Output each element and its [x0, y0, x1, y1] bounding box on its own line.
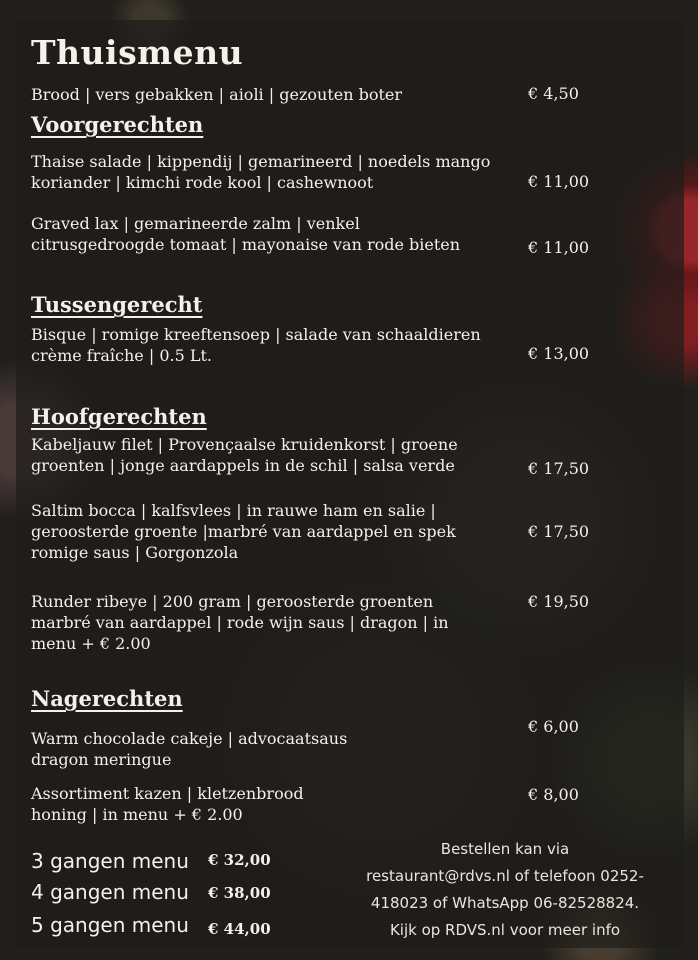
item-line: Bisque | romige kreeftensoep | salade van schaaldieren [31, 325, 481, 344]
item-line: Runder ribeye | 200 gram | geroosterde groenten [31, 592, 434, 611]
item-line: honing | in menu + € 2.00 [31, 805, 243, 824]
item-line: koriander | kimchi rode kool | cashewnoot [31, 173, 374, 192]
item-line: Warm chocolade cakeje | advocaatsaus [31, 729, 348, 748]
menu-item [31, 151, 490, 193]
item-line: crème fraîche | 0.5 Lt. [31, 346, 212, 365]
section-nagerechten: Nagerechten [31, 686, 183, 711]
info-line: Kijk op RDVS.nl voor meer info [389, 921, 621, 939]
item-line: Kabeljauw filet | Provençaalse kruidenkorst | groene [31, 435, 458, 454]
info-line: restaurant@rdvs.nl of telefoon 0252- [366, 867, 644, 885]
item-line: geroosterde groente |marbré van aardappel en spek [31, 522, 456, 541]
item-line: Saltim bocca | kalfsvlees | in rauwe ham en salie | [31, 501, 436, 520]
item-line: Thaise salade | kippendij | gemarineerd | noedels mango [31, 152, 491, 171]
item-price: € 17,50 [528, 459, 590, 478]
section-hoofdgerechten: Hoofgerechten [31, 404, 207, 429]
menu-item [31, 500, 456, 563]
course-menu-label: 3 gangen menu [31, 849, 189, 873]
item-line: menu + € 2.00 [31, 634, 151, 653]
menu-item [31, 434, 458, 476]
menu-item [31, 728, 347, 770]
brood-item: Brood | vers gebakken | aioli | gezouten boter [31, 85, 403, 104]
course-menu-price: € 32,00 [208, 851, 271, 869]
item-price: € 11,00 [528, 172, 590, 191]
item-price: € 13,00 [528, 344, 590, 363]
item-line: citrusgedroogde tomaat | mayonaise van rode bieten [31, 235, 461, 254]
item-price: € 11,00 [528, 238, 590, 257]
brood-price: € 4,50 [528, 84, 579, 103]
section-tussengerecht: Tussengerecht [31, 292, 203, 317]
item-line: marbré van aardappel | rode wijn saus | dragon | in [31, 613, 449, 632]
info-line: Bestellen kan via [440, 840, 570, 858]
page-title: Thuismenu [31, 33, 244, 72]
item-line: dragon meringue [31, 750, 172, 769]
section-voorgerechten: Voorgerechten [31, 112, 204, 137]
item-price: € 8,00 [528, 785, 579, 804]
item-line: romige saus | Gorgonzola [31, 543, 239, 562]
item-price: € 6,00 [528, 717, 579, 736]
course-menu-label: 4 gangen menu [31, 880, 189, 904]
item-line: Graved lax | gemarineerde zalm | venkel [31, 214, 360, 233]
course-menu-price: € 38,00 [208, 884, 271, 902]
menu-item [31, 783, 304, 825]
item-price: € 17,50 [528, 522, 590, 541]
menu-item [31, 591, 449, 654]
item-line: groenten | jonge aardappels in de schil | salsa verde [31, 456, 455, 475]
ordering-info [340, 836, 670, 944]
item-price: € 19,50 [528, 592, 590, 611]
course-menu-label: 5 gangen menu [31, 913, 189, 937]
item-line: Assortiment kazen | kletzenbrood [31, 784, 304, 803]
info-line: 418023 of WhatsApp 06-82528824. [370, 894, 640, 912]
menu-item [31, 213, 460, 255]
course-menu-price: € 44,00 [208, 920, 271, 938]
menu-item [31, 324, 481, 366]
